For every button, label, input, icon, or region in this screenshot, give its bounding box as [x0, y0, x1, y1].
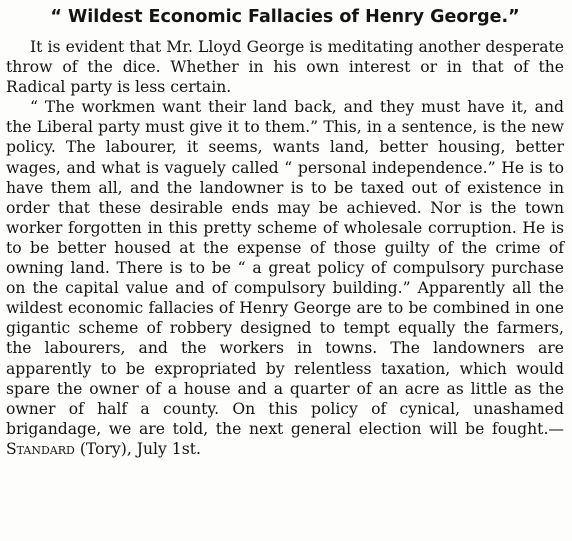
article-body [6, 37, 564, 459]
article-paragraph-1: It is evident that Mr. Lloyd George is meditating another desperate throw of the dice. Whether in his own interest or in that of the Radical party is less certain. [6, 38, 564, 97]
source-suffix: (Tory), July 1st. [74, 439, 201, 458]
source-name: Standard [6, 439, 75, 458]
article-paragraph-2 [6, 97, 564, 459]
article-paragraph-2-text: “ The workmen want their land back, and they must have it, and the Liberal party must give it to them.” This, in a sentence, is the new policy. The labourer, it seems, wants land, better housing, better wages, and what is vaguely called “ personal independence.” He is to have them all, and the landowner is to be taxed out of existence in order that these desirable ends may be achieved. Nor is the town worker forgotten in this pretty scheme of wholesale corruption. He is to be better housed at the expense of those guilty of the crime of owning land. There is to be “ a great policy of compulsory purchase on the capital value and of compulsory building.” Apparently all the wildest economic fallacies of Henry George are to be combined in one gigantic scheme of robbery designed to tempt equally the farmers, the labourers, and the workers in towns. The landowners are apparently to be expropriated by relentless taxation, which would spare the owner of a house and a quarter of an acre as little as the owner of half a county. On this policy of cynical, unashamed brigandage, we are told, the next general election will be fought.— [6, 98, 564, 438]
article-headline: “ Wildest Economic Fallacies of Henry George.” [50, 7, 520, 27]
